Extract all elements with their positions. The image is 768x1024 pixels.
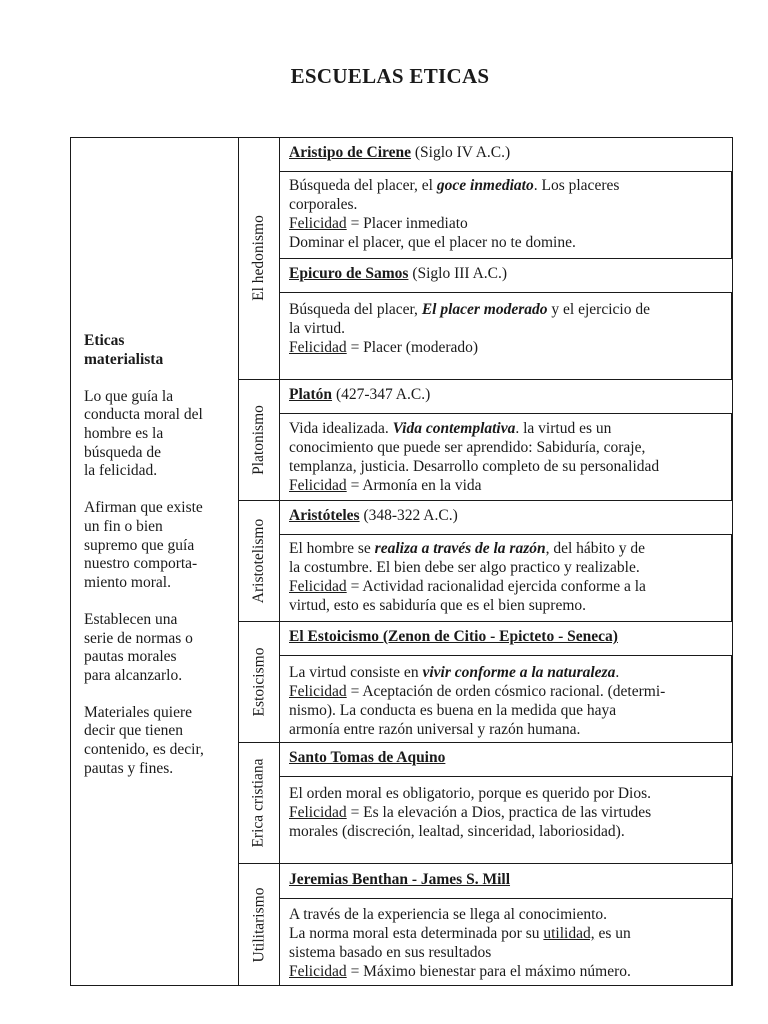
author-heading: Epicuro de Samos (Siglo III A.C.) [289, 265, 508, 282]
author-heading: Aristipo de Cirene (Siglo IV A.C.) [289, 144, 511, 161]
description: La virtud consiste en vivir conforme a la naturaleza. Felicidad = Aceptación de orden cósmico racional. (determi- nismo). La conducta es buena en la medida que haya armonía entre razón universal y razón humana. [289, 664, 666, 738]
paragraph: Establecen una serie de normas o pautas morales para alcanzarlo. [84, 610, 193, 684]
description: Búsqueda del placer, El placer moderado y el ejercicio de la virtud. Felicidad = Placer (moderado) [289, 301, 650, 356]
heading-line: Eticas [84, 332, 125, 349]
materialist-ethics-description [84, 332, 234, 797]
description: El hombre se realiza a través de la razón, del hábito y de la costumbre. El bien debe ser algo practico y realizable. Felicidad = Actividad racionalidad ejercida conforme a la virtud, esto es sabiduría que es el bien supremo. [289, 540, 646, 614]
school-label-estoicismo: Estoicismo [250, 647, 268, 716]
divider [238, 137, 239, 986]
description: Vida idealizada. Vida contemplativa. la virtud es un conocimiento que puede ser aprendido: Sabiduría, coraje, templanza, justicia. Desarrollo completo de su personalidad Felicidad = Armonía en la vida [289, 420, 660, 494]
description: El orden moral es obligatorio, porque es querido por Dios. Felicidad = Es la elevación a Dios, practica de las virtudes morales (discreción, lealtad, sinceridad, laboriosidad). [289, 785, 652, 840]
page-title: ESCUELAS ETICAS [290, 64, 490, 88]
paragraph: Afirman que existe un fin o bien supremo que guía nuestro comporta- miento moral. [84, 499, 203, 591]
school-label-cristiana: Erica cristiana [250, 757, 268, 848]
author-heading: Aristóteles (348-322 A.C.) [289, 507, 458, 524]
author-heading: Jeremias Benthan - James S. Mill [289, 871, 511, 888]
heading-line: materialista [84, 350, 164, 368]
paragraph: Lo que guía la conducta moral del hombre es la búsqueda de la felicidad. [84, 387, 203, 480]
school-label-platonismo: Platonismo [250, 404, 268, 475]
author-heading: Platón (427-347 A.C.) [289, 386, 431, 403]
description: A través de la experiencia se llega al conocimiento. La norma moral esta determinada por su utilidad, es un sistema basado en sus resultados Felicidad = Máximo bienestar para el máximo número. [289, 906, 631, 980]
description: Búsqueda del placer, el goce inmediato. Los placeres corporales. Felicidad = Placer inmediato Dominar el placer, que el placer no te domine. [289, 177, 620, 251]
school-label-aristotelismo: Aristotelismo [250, 518, 268, 603]
paragraph: Materiales quiere decir que tienen contenido, es decir, pautas y fines. [84, 703, 204, 777]
school-label-hedonismo: El hedonismo [250, 215, 267, 301]
author-heading: El Estoicismo (Zenon de Citio - Epicteto - Seneca) [289, 628, 618, 645]
author-heading: Santo Tomas de Aquino [289, 749, 446, 766]
school-label-utilitarismo: Utilitarismo [250, 887, 268, 962]
